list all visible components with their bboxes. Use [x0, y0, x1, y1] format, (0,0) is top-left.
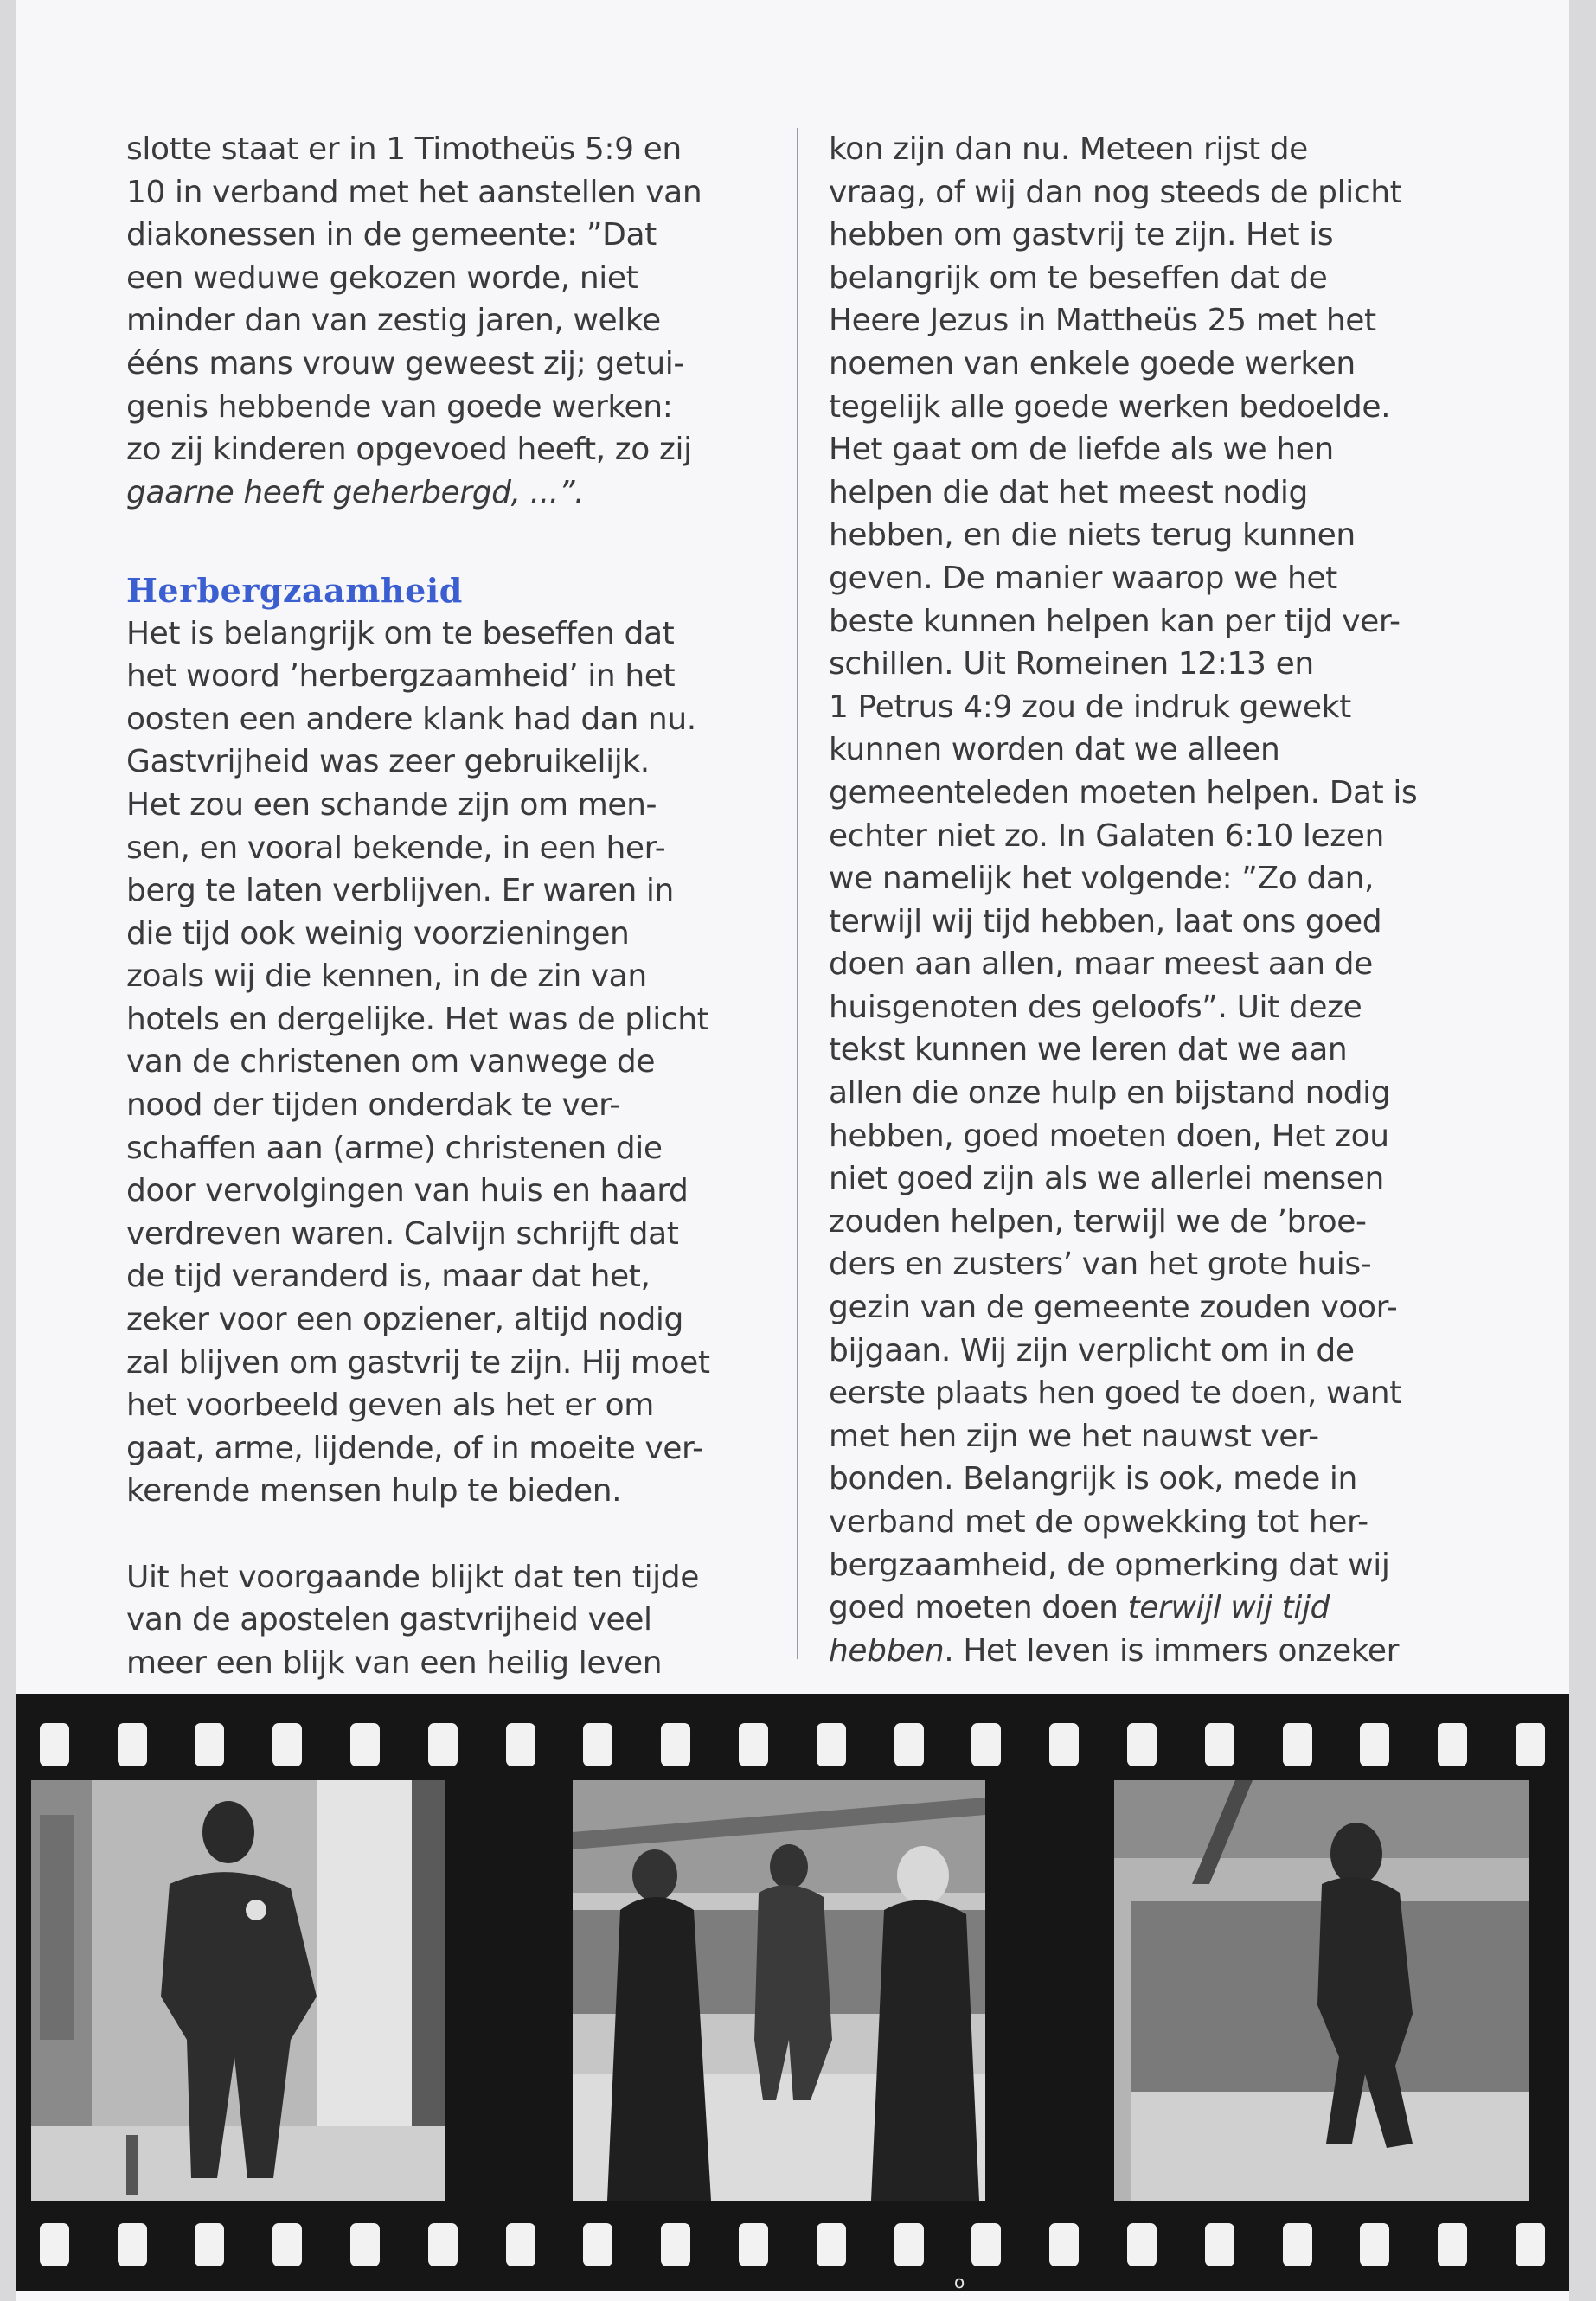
sprocket-hole: [118, 2223, 147, 2266]
sprocket-hole: [350, 2223, 380, 2266]
sprocket-hole: [1360, 2223, 1389, 2266]
text-line: sen, en vooral bekende, in een her-: [126, 830, 666, 866]
text-line: belangrijk om te beseffen dat de: [829, 260, 1328, 296]
paragraph-right: [829, 128, 1452, 1586]
text-line: allen die onze hulp en bijstand nodig: [829, 1075, 1391, 1112]
sprocket-hole: [971, 2223, 1001, 2266]
paragraph-timotheus: [126, 128, 749, 471]
sprocket-hole: [118, 1723, 147, 1766]
text-line: tekst kunnen we leren dat we aan: [829, 1032, 1348, 1068]
sprocket-hole: [506, 2223, 535, 2266]
text-line: niet goed zijn als we allerlei mensen: [829, 1161, 1384, 1197]
text-line: helpen die dat het meest nodig: [829, 474, 1308, 510]
section-heading: Herbergzaamheid: [126, 570, 463, 610]
italic-quote-end: gaarne heeft geherbergd, ...”.: [126, 474, 585, 510]
text-line: echter niet zo. In Galaten 6:10 lezen: [829, 817, 1384, 854]
text-line: bonden. Belangrijk is ook, mede in: [829, 1461, 1357, 1497]
text-line: gemeenteleden moeten helpen. Dat is: [829, 774, 1418, 811]
text-line: zeker voor een opziener, altijd nodig: [126, 1302, 683, 1338]
text-line: door vervolgingen van huis en haard: [126, 1173, 689, 1209]
sprocket-hole: [1438, 1723, 1467, 1766]
sprocket-hole: [739, 2223, 768, 2266]
text-line: kon zijn dan nu. Meteen rijst de: [829, 131, 1308, 167]
sprocket-hole: [817, 2223, 846, 2266]
text-line: we namelijk het volgende: ”Zo dan,: [829, 861, 1375, 897]
sprocket-hole: [583, 1723, 612, 1766]
column-divider: [797, 128, 798, 1659]
sprocket-hole: [1516, 1723, 1545, 1766]
text-line: verdreven waren. Calvijn schrijft dat: [126, 1215, 679, 1252]
sprocket-hole: [272, 1723, 302, 1766]
sprocket-hole: [1205, 1723, 1234, 1766]
film-strip: [16, 1694, 1569, 2291]
sprocket-hole: [1205, 2223, 1234, 2266]
magazine-page: [16, 0, 1569, 2301]
paragraph-apostelen: [126, 1556, 749, 1685]
text-line: ders en zusters’ van het grote huis-: [829, 1247, 1372, 1283]
sprocket-hole: [195, 2223, 224, 2266]
text-line: bijgaan. Wij zijn verplicht om in de: [829, 1332, 1355, 1368]
sprocket-hole: [1283, 1723, 1312, 1766]
text-line: kunnen worden dat we alleen: [829, 732, 1280, 768]
text-line: Uit het voorgaande blijkt dat ten tijde: [126, 1559, 699, 1595]
sprocket-hole: [428, 2223, 458, 2266]
film-frame-mark: o: [954, 2272, 965, 2292]
right-text-column: [829, 128, 1452, 1672]
text-line: Gastvrijheid was zeer gebruikelijk.: [126, 744, 650, 780]
text-line: slotte staat er in 1 Timotheüs 5:9 en: [126, 131, 682, 167]
sprocket-hole: [195, 1723, 224, 1766]
text-line: geven. De manier waarop we het: [829, 560, 1337, 596]
text-line: tegelijk alle goede werken bedoelde.: [829, 388, 1391, 425]
text-line: gaat, arme, lijdende, of in moeite ver-: [126, 1430, 703, 1466]
sprocket-hole: [1283, 2223, 1312, 2266]
sprocket-hole: [894, 2223, 924, 2266]
text-line: hotels en dergelijke. Het was de plicht: [126, 1001, 709, 1037]
text-line: Het gaat om de liefde als we hen: [829, 432, 1334, 468]
text-line: hebben, en die niets terug kunnen: [829, 517, 1356, 554]
sprocket-hole: [894, 1723, 924, 1766]
sprocket-hole: [272, 2223, 302, 2266]
sprocket-hole: [506, 1723, 535, 1766]
text-line: van de apostelen gastvrijheid veel: [126, 1602, 652, 1638]
text-line: beste kunnen helpen kan per tijd ver-: [829, 603, 1401, 639]
text-line: hebben, goed moeten doen, Het zou: [829, 1118, 1389, 1154]
sprocket-hole: [40, 1723, 69, 1766]
text-line: Het is belangrijk om te beseffen dat: [126, 615, 675, 651]
sprocket-hole: [661, 2223, 690, 2266]
sprocket-holes-top: [16, 1723, 1569, 1766]
text-line: bergzaamheid, de opmerking dat wij: [829, 1547, 1390, 1583]
sprocket-hole: [739, 1723, 768, 1766]
text-line: de tijd veranderd is, maar dat het,: [126, 1259, 651, 1295]
text-line: die tijd ook weinig voorzieningen: [126, 915, 630, 952]
sprocket-hole: [1360, 1723, 1389, 1766]
text-line: vraag, of wij dan nog steeds de plicht: [829, 174, 1402, 210]
text-line: verband met de opwekking tot her-: [829, 1504, 1368, 1540]
text-line: zouden helpen, terwijl we de ’broe-: [829, 1203, 1367, 1240]
text-line: hebben om gastvrij te zijn. Het is: [829, 217, 1334, 253]
text-line: gezin van de gemeente zouden voor-: [829, 1290, 1398, 1326]
sprocket-hole: [817, 1723, 846, 1766]
left-text-column: [126, 128, 749, 1684]
text-line: nood der tijden onderdak te ver-: [126, 1087, 620, 1124]
text-line: zo zij kinderen opgevoed heeft, zo zij: [126, 432, 692, 468]
text-line: kerende mensen hulp te bieden.: [126, 1473, 622, 1509]
text-line: eerste plaats hen goed te doen, want: [829, 1375, 1401, 1412]
text-line: meer een blijk van een heilig leven: [126, 1644, 663, 1681]
text-line: huisgenoten des geloofs”. Uit deze: [829, 989, 1362, 1025]
text-line: met hen zijn we het nauwst ver-: [829, 1418, 1319, 1454]
sprocket-hole: [661, 1723, 690, 1766]
text-line: 10 in verband met het aanstellen van: [126, 174, 702, 210]
sprocket-hole: [1438, 2223, 1467, 2266]
text-line: oosten een andere klank had dan nu.: [126, 701, 696, 737]
sprocket-hole: [583, 2223, 612, 2266]
text-line: noemen van enkele goede werken: [829, 345, 1356, 381]
text-line: hebben. Het leven is immers onzeker: [829, 1632, 1400, 1669]
text-line: schaffen aan (arme) christenen die: [126, 1130, 663, 1166]
text-line: het voorbeeld geven als het er om: [126, 1388, 654, 1424]
sprocket-hole: [1127, 1723, 1157, 1766]
text-line: doen aan allen, maar meest aan de: [829, 946, 1373, 983]
text-line: schillen. Uit Romeinen 12:13 en: [829, 646, 1314, 683]
text-line: Heere Jezus in Mattheüs 25 met het: [829, 303, 1376, 339]
sprocket-hole: [428, 1723, 458, 1766]
text-line: minder dan van zestig jaren, welke: [126, 303, 661, 339]
sprocket-hole: [1049, 1723, 1079, 1766]
text-line: berg te laten verblijven. Er waren in: [126, 873, 674, 909]
text-line: Het zou een schande zijn om men-: [126, 786, 657, 823]
text-line: een weduwe gekozen worde, niet: [126, 260, 638, 296]
sprocket-hole: [971, 1723, 1001, 1766]
photo-frame-street-man: [31, 1780, 445, 2201]
text-line: zal blijven om gastvrij te zijn. Hij moet: [126, 1344, 710, 1381]
text-line: 1 Petrus 4:9 zou de indruk gewekt: [829, 689, 1351, 725]
sprocket-hole: [1516, 2223, 1545, 2266]
text-line: goed moeten doen terwijl wij tijd: [829, 1590, 1330, 1626]
text-line: genis hebbende van goede werken:: [126, 388, 673, 425]
text-line: diakonessen in de gemeente: ”Dat: [126, 217, 657, 253]
paragraph-herbergzaamheid: [126, 612, 749, 1513]
text-line: zoals wij die kennen, in de zin van: [126, 958, 647, 995]
sprocket-holes-bottom: [16, 2223, 1569, 2266]
sprocket-hole: [350, 1723, 380, 1766]
photo-frame-group-walking: [573, 1780, 985, 2201]
text-line: terwijl wij tijd hebben, laat ons goed: [829, 903, 1382, 939]
text-line: ééns mans vrouw geweest zij; getui-: [126, 345, 684, 381]
sprocket-hole: [1049, 2223, 1079, 2266]
text-line: van de christenen om vanwege de: [126, 1044, 656, 1080]
photo-frame-man-by-fence: [1114, 1780, 1529, 2201]
text-line: het woord ’herbergzaamheid’ in het: [126, 658, 676, 695]
sprocket-hole: [40, 2223, 69, 2266]
sprocket-hole: [1127, 2223, 1157, 2266]
